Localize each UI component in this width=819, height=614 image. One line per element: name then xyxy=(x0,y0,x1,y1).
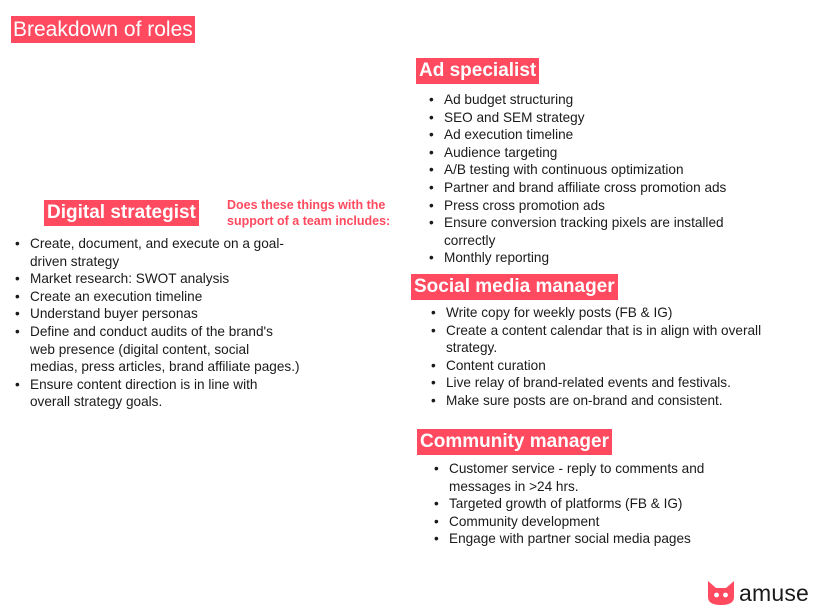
ad-specialist-heading: Ad specialist xyxy=(416,58,539,84)
community-manager-heading: Community manager xyxy=(417,429,612,455)
list-item: • Targeted growth of platforms (FB & IG) xyxy=(434,496,683,512)
list-item: • Partner and brand affiliate cross promotion ads xyxy=(429,179,727,195)
slide-title: Breakdown of roles xyxy=(13,18,193,41)
list-item: • Create a content calendar that is in align with overall strategy. xyxy=(431,322,762,356)
list-item: • Press cross promotion ads xyxy=(429,197,605,213)
list-item: • Customer service - reply to comments and messages in >24 hrs. xyxy=(434,461,705,494)
logo-wordmark: amuse xyxy=(739,580,810,606)
list-item: • Audience targeting xyxy=(429,144,558,160)
amuse-logo xyxy=(706,578,809,608)
ad-specialist-list xyxy=(429,91,759,267)
list-item: • Understand buyer personas xyxy=(15,306,198,322)
list-item: • Ensure content direction is in line with overall strategy goals. xyxy=(15,376,258,410)
cat-face-icon xyxy=(706,580,736,606)
list-item: • Content curation xyxy=(431,357,546,373)
list-item: • Monthly reporting xyxy=(429,250,550,266)
digital-strategist-list xyxy=(15,235,300,411)
list-item: • Ad execution timeline xyxy=(429,127,574,143)
list-item: • Live relay of brand-related events and festivals. xyxy=(431,375,731,391)
list-item: • Write copy for weekly posts (FB & IG) xyxy=(431,305,673,320)
social-media-manager-heading: Social media manager xyxy=(411,274,618,300)
list-item: • SEO and SEM strategy xyxy=(429,109,585,125)
list-item: • Create, document, and execute on a goal-driven strategy xyxy=(15,236,284,269)
list-item: • Make sure posts are on-brand and consistent. xyxy=(431,392,723,408)
digital-strategist-heading: Digital strategist xyxy=(44,200,199,226)
list-item: • Ad budget structuring xyxy=(429,92,574,107)
list-item: • Community development xyxy=(434,513,600,529)
list-item: • Market research: SWOT analysis xyxy=(15,271,230,287)
list-item: • Create an execution timeline xyxy=(15,288,203,304)
list-item: • A/B testing with continuous optimization xyxy=(429,162,684,178)
community-manager-list xyxy=(434,460,764,548)
list-item: • Engage with partner social media pages xyxy=(434,531,691,547)
team-support-note: Does these things with the support of a team includes: xyxy=(227,198,391,228)
list-item: • Ensure conversion tracking pixels are installed correctly xyxy=(429,215,724,248)
list-item: • Define and conduct audits of the brand's web presence (digital content, social medias, press articles, brand affiliate pages.) xyxy=(15,323,300,375)
social-media-manager-list xyxy=(431,304,781,410)
